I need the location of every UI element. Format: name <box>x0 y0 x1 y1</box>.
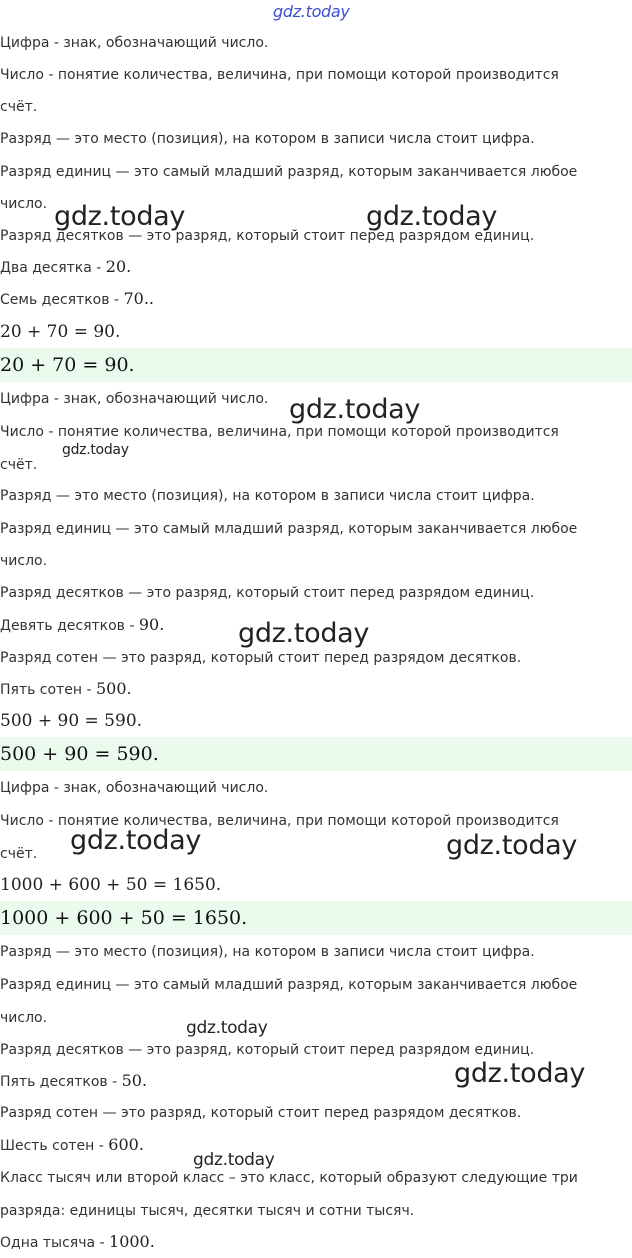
fact-label: Пять сотен - <box>0 682 96 698</box>
watermark: gdz.today <box>193 1150 275 1170</box>
fact-two-tens <box>0 259 632 276</box>
answer-expression: 1000 + 600 + 50 = 1650. <box>0 907 248 929</box>
definition-units-line1: Разряд единиц — это самый младший разряд, которым заканчивается любое <box>0 521 578 537</box>
definition-tens: Разряд десятков — это разряд, который стоит перед разрядом единиц. <box>0 585 535 601</box>
definition-digit: Цифра - знак, обозначающий число. <box>0 35 269 51</box>
definition-units-line2: число. <box>0 1010 48 1026</box>
fact-label: Семь десятков - <box>0 292 124 308</box>
fact-label: Два десятка - <box>0 260 106 276</box>
watermark-top: gdz.today <box>273 2 350 21</box>
definition-units-line2: число. <box>0 196 48 212</box>
fact-value: 50. <box>121 1073 148 1090</box>
definition-units-line1: Разряд единиц — это самый младший разряд, которым заканчивается любое <box>0 164 578 180</box>
answer-expression: 500 + 90 = 590. <box>0 743 159 765</box>
fact-value: 600. <box>108 1137 144 1154</box>
watermark: gdz.today <box>454 1058 586 1089</box>
answer-highlight <box>0 901 632 935</box>
definition-digit: Цифра - знак, обозначающий число. <box>0 780 269 796</box>
calculation: 1000 + 600 + 50 = 1650. <box>0 875 222 895</box>
fact-label: Одна тысяча - <box>0 1235 110 1251</box>
definition-thousands-class-line2: разряда: единицы тысяч, десятки тысяч и сотни тысяч. <box>0 1203 415 1219</box>
fact-label: Девять десятков - <box>0 618 139 634</box>
watermark: gdz.today <box>70 825 202 856</box>
fact-label: Пять десятков - <box>0 1074 122 1090</box>
definition-place: Разряд — это место (позиция), на котором в записи числа стоит цифра. <box>0 944 535 960</box>
definition-number-line1: Число - понятие количества, величина, при помощи которой производится <box>0 424 559 440</box>
definition-hundreds: Разряд сотен — это разряд, который стоит перед разрядом десятков. <box>0 650 522 666</box>
watermark: gdz.today <box>54 201 186 232</box>
fact-value: 20. <box>105 259 132 276</box>
definition-number-line2: счёт. <box>0 457 38 473</box>
definition-units-line2: число. <box>0 553 48 569</box>
answer-highlight <box>0 348 632 382</box>
watermark: gdz.today <box>366 201 498 232</box>
fact-five-hundreds <box>0 681 632 698</box>
definition-hundreds: Разряд сотен — это разряд, который стоит перед разрядом десятков. <box>0 1105 522 1121</box>
definition-thousands-class-line1: Класс тысяч или второй класс – это класс, который образуют следующие три <box>0 1170 578 1186</box>
definition-number-line1: Число - понятие количества, величина, при помощи которой производится <box>0 813 559 829</box>
watermark: gdz.today <box>62 442 129 458</box>
definition-place: Разряд — это место (позиция), на котором в записи числа стоит цифра. <box>0 131 535 147</box>
definition-digit: Цифра - знак, обозначающий число. <box>0 391 269 407</box>
fact-label: Шесть сотен - <box>0 1138 109 1154</box>
fact-seven-tens <box>0 291 632 308</box>
definition-tens: Разряд десятков — это разряд, который стоит перед разрядом единиц. <box>0 228 535 244</box>
fact-six-hundreds <box>0 1137 632 1154</box>
definition-number-line2: счёт. <box>0 99 38 115</box>
answer-expression: 20 + 70 = 90. <box>0 354 135 376</box>
fact-value: 500. <box>95 681 132 698</box>
watermark: gdz.today <box>238 618 370 649</box>
definition-number-line1: Число - понятие количества, величина, при помощи которой производится <box>0 67 559 83</box>
fact-one-thousand <box>0 1234 632 1251</box>
fact-value: 1000. <box>109 1234 155 1251</box>
definition-tens: Разряд десятков — это разряд, который стоит перед разрядом единиц. <box>0 1042 535 1058</box>
definition-number-line2: счёт. <box>0 846 38 862</box>
definition-units-line1: Разряд единиц — это самый младший разряд, которым заканчивается любое <box>0 977 578 993</box>
definition-place: Разряд — это место (позиция), на котором в записи числа стоит цифра. <box>0 488 535 504</box>
calculation: 500 + 90 = 590. <box>0 711 143 731</box>
fact-value: 70.. <box>123 291 154 308</box>
answer-highlight <box>0 737 632 771</box>
watermark: gdz.today <box>186 1018 268 1038</box>
calculation: 20 + 70 = 90. <box>0 322 121 342</box>
watermark: gdz.today <box>289 394 421 425</box>
watermark: gdz.today <box>446 830 578 861</box>
fact-value: 90. <box>138 617 165 634</box>
